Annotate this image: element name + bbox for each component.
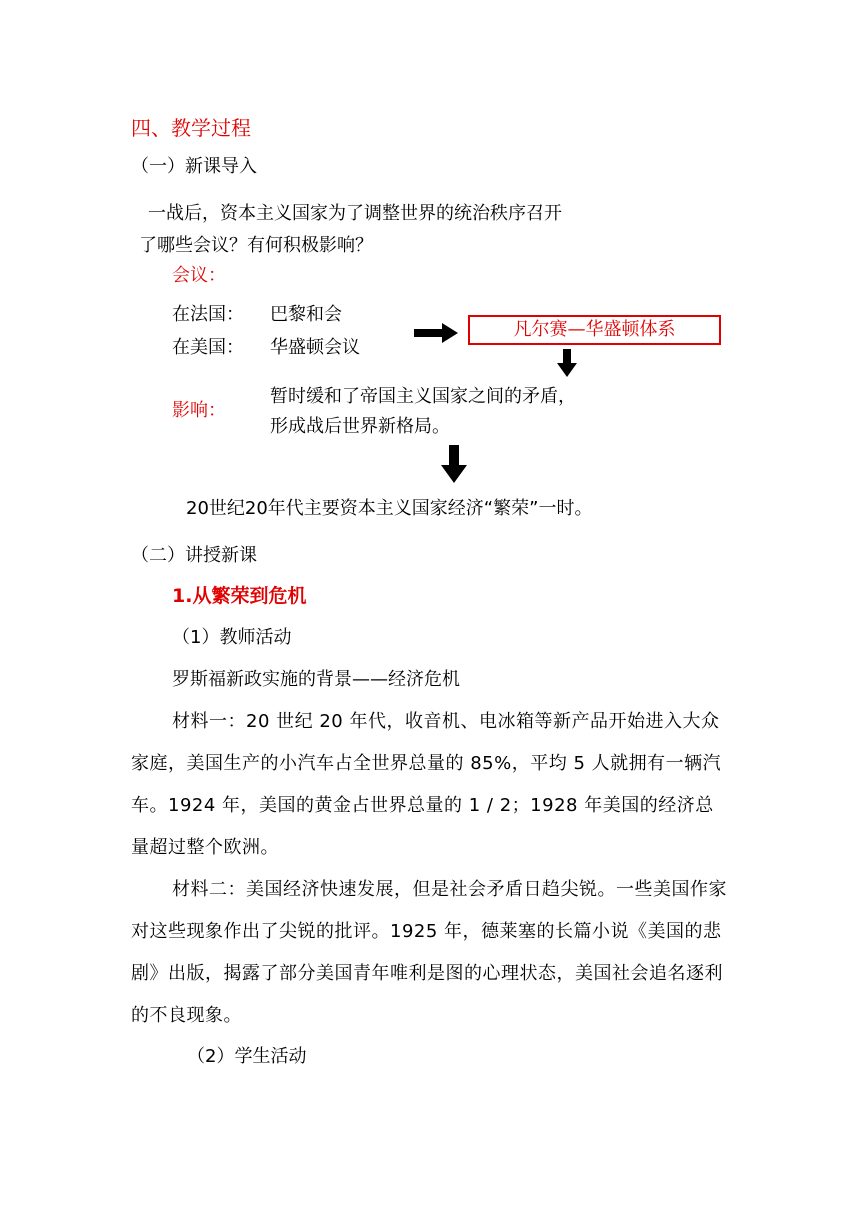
material-one-paragraph: 材料一：20 世纪 20 年代，收音机、电冰箱等新产品开始进入大众家庭，美国生产的小汽车占全世界总量的 85%，平均 5 人就拥有一辆汽车。1924 年，美国的黄金占世界总量的 1 / 2；1928 年美国的经济总量超过整个欧洲。 (131, 711, 722, 858)
background-title: 罗斯福新政实施的背景——经济危机 (172, 669, 460, 690)
arrow-down-icon (557, 349, 577, 381)
teacher-activity: （1）教师活动 (172, 627, 292, 648)
meeting-france-value: 巴黎和会 (270, 304, 342, 325)
meeting-us-label: 在美国： (172, 337, 244, 358)
meetings-label: 会议： (172, 265, 226, 286)
meeting-us-value: 华盛顿会议 (270, 337, 360, 358)
subsection-intro: （一）新课导入 (131, 156, 257, 177)
meeting-france-label: 在法国： (172, 304, 244, 325)
prosperity-statement: 20世纪20年代主要资本主义国家经济“繁荣”一时。 (186, 498, 593, 519)
subsection-lecture: （二）讲授新课 (131, 545, 257, 566)
question-line-1: 一战后，资本主义国家为了调整世界的统治秩序召开 (148, 203, 562, 224)
system-box: 凡尔赛—华盛顿体系 (468, 315, 721, 345)
impact-line-2: 形成战后世界新格局。 (270, 416, 450, 437)
material-two-paragraph: 材料二：美国经济快速发展，但是社会矛盾日趋尖锐。一些美国作家对这些现象作出了尖锐的批评。1925 年，德莱塞的长篇小说《美国的悲剧》出版，揭露了部分美国青年唯利是图的心理状态，美国社会追名逐利的不良现象。 (131, 879, 727, 1026)
impact-line-1: 暂时缓和了帝国主义国家之间的矛盾， (270, 386, 576, 407)
arrow-right-icon (414, 323, 458, 347)
section-heading: 四、教学过程 (131, 116, 251, 140)
student-activity: （2）学生活动 (187, 1046, 307, 1067)
topic-title: 1.从繁荣到危机 (172, 585, 307, 607)
arrow-down-icon (441, 445, 467, 487)
impact-label: 影响： (172, 400, 226, 421)
question-line-2: 了哪些会议？有何积极影响？ (139, 235, 373, 256)
